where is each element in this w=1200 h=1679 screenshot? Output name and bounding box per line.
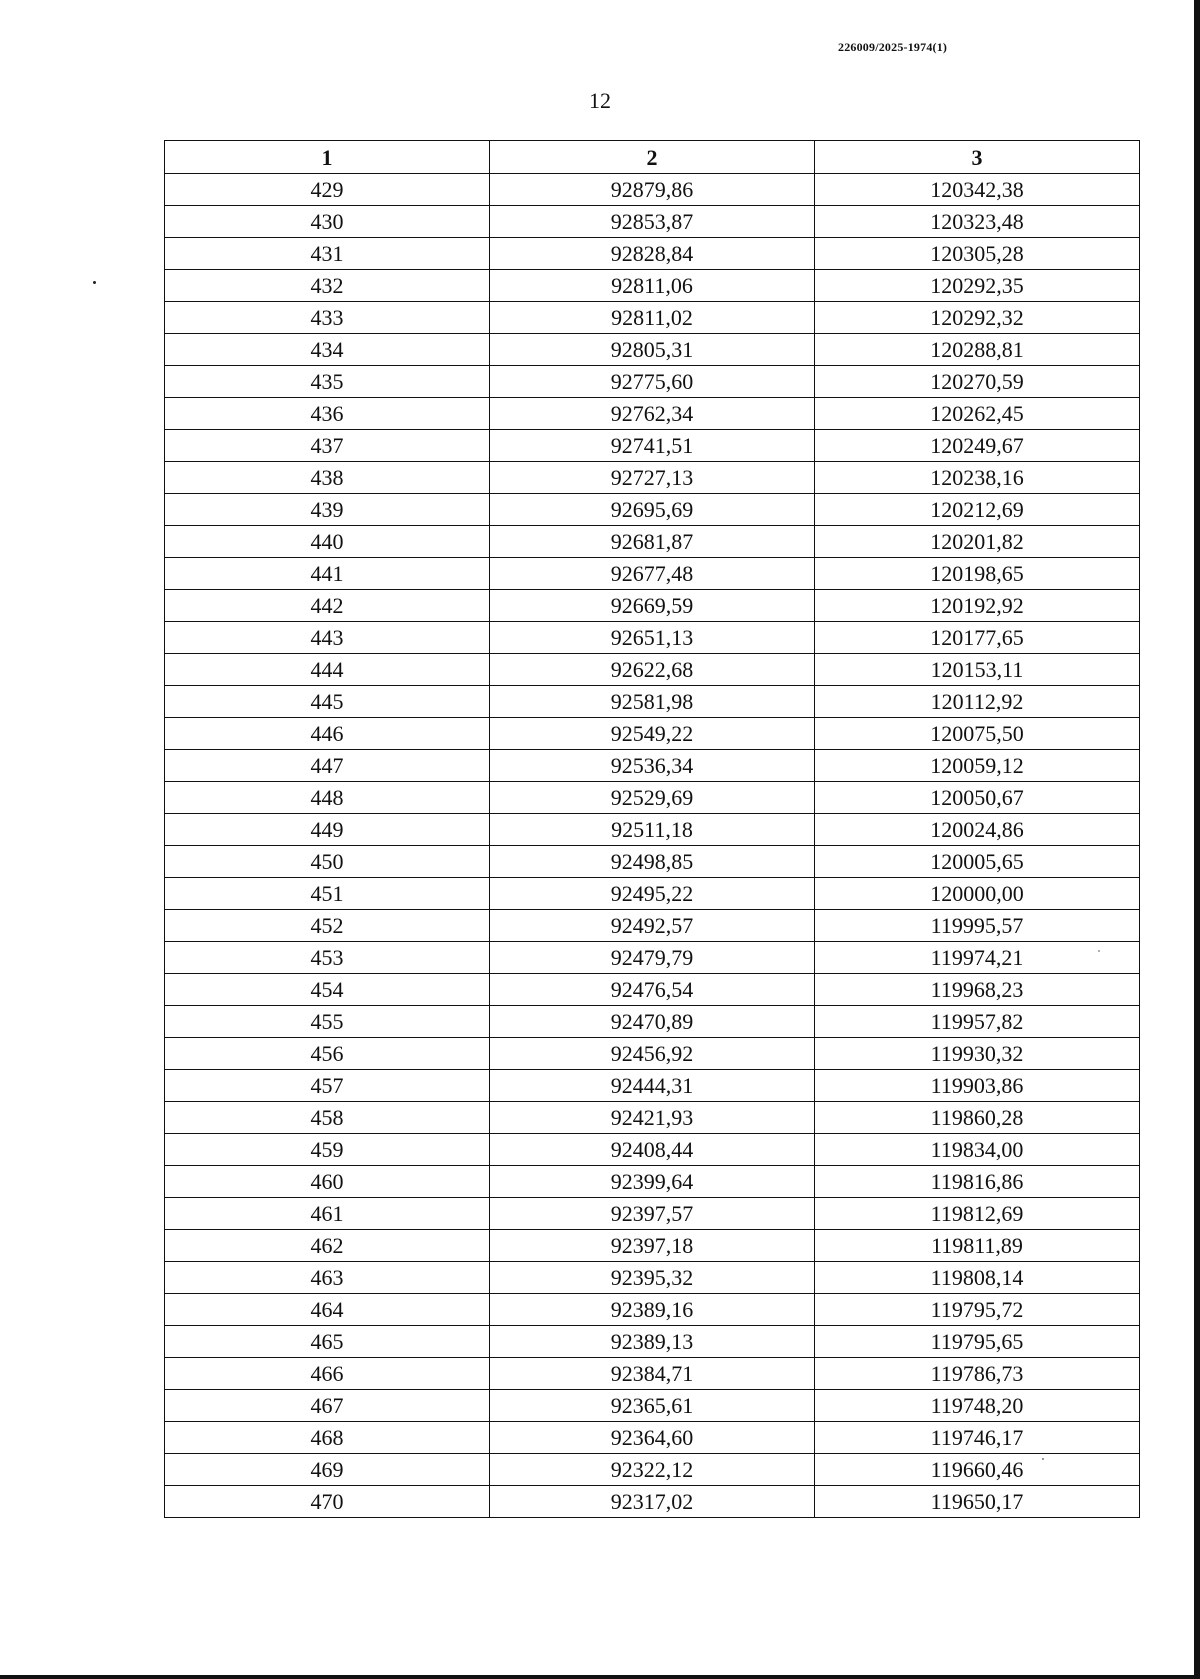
table-row bbox=[165, 238, 1140, 270]
point-number-cell: 437 bbox=[165, 430, 490, 462]
y-coordinate-cell: 119968,23 bbox=[815, 974, 1140, 1006]
table-row bbox=[165, 846, 1140, 878]
x-coordinate-cell: 92669,59 bbox=[490, 590, 815, 622]
y-coordinate-cell: 119808,14 bbox=[815, 1262, 1140, 1294]
y-coordinate-cell: 120177,65 bbox=[815, 622, 1140, 654]
point-number-cell: 434 bbox=[165, 334, 490, 366]
document-id: 226009/2025-1974(1) bbox=[838, 40, 948, 54]
point-number-cell: 441 bbox=[165, 558, 490, 590]
table-row bbox=[165, 334, 1140, 366]
point-number-cell: 433 bbox=[165, 302, 490, 334]
table-row bbox=[165, 1070, 1140, 1102]
y-coordinate-cell: 120292,35 bbox=[815, 270, 1140, 302]
x-coordinate-cell: 92727,13 bbox=[490, 462, 815, 494]
x-coordinate-cell: 92775,60 bbox=[490, 366, 815, 398]
table-row bbox=[165, 910, 1140, 942]
point-number-cell: 464 bbox=[165, 1294, 490, 1326]
x-coordinate-cell: 92805,31 bbox=[490, 334, 815, 366]
table-row bbox=[165, 1454, 1140, 1486]
column-header: 2 bbox=[490, 141, 815, 174]
x-coordinate-cell: 92364,60 bbox=[490, 1422, 815, 1454]
table-row bbox=[165, 1230, 1140, 1262]
y-coordinate-cell: 119834,00 bbox=[815, 1134, 1140, 1166]
x-coordinate-cell: 92365,61 bbox=[490, 1390, 815, 1422]
y-coordinate-cell: 119860,28 bbox=[815, 1102, 1140, 1134]
table-row bbox=[165, 974, 1140, 1006]
y-coordinate-cell: 120000,00 bbox=[815, 878, 1140, 910]
y-coordinate-cell: 119811,89 bbox=[815, 1230, 1140, 1262]
point-number-cell: 460 bbox=[165, 1166, 490, 1198]
point-number-cell: 448 bbox=[165, 782, 490, 814]
point-number-cell: 439 bbox=[165, 494, 490, 526]
point-number-cell: 442 bbox=[165, 590, 490, 622]
point-number-cell: 467 bbox=[165, 1390, 490, 1422]
table-row bbox=[165, 1422, 1140, 1454]
coordinates-table bbox=[164, 140, 1140, 1518]
y-coordinate-cell: 119748,20 bbox=[815, 1390, 1140, 1422]
point-number-cell: 470 bbox=[165, 1486, 490, 1518]
point-number-cell: 447 bbox=[165, 750, 490, 782]
point-number-cell: 459 bbox=[165, 1134, 490, 1166]
x-coordinate-cell: 92456,92 bbox=[490, 1038, 815, 1070]
y-coordinate-cell: 119816,86 bbox=[815, 1166, 1140, 1198]
x-coordinate-cell: 92498,85 bbox=[490, 846, 815, 878]
x-coordinate-cell: 92581,98 bbox=[490, 686, 815, 718]
x-coordinate-cell: 92317,02 bbox=[490, 1486, 815, 1518]
table-row bbox=[165, 1198, 1140, 1230]
y-coordinate-cell: 120112,92 bbox=[815, 686, 1140, 718]
x-coordinate-cell: 92529,69 bbox=[490, 782, 815, 814]
y-coordinate-cell: 120198,65 bbox=[815, 558, 1140, 590]
y-coordinate-cell: 120323,48 bbox=[815, 206, 1140, 238]
point-number-cell: 445 bbox=[165, 686, 490, 718]
x-coordinate-cell: 92811,02 bbox=[490, 302, 815, 334]
x-coordinate-cell: 92389,16 bbox=[490, 1294, 815, 1326]
table-row bbox=[165, 302, 1140, 334]
point-number-cell: 465 bbox=[165, 1326, 490, 1358]
y-coordinate-cell: 120153,11 bbox=[815, 654, 1140, 686]
table-row bbox=[165, 1390, 1140, 1422]
point-number-cell: 468 bbox=[165, 1422, 490, 1454]
x-coordinate-cell: 92408,44 bbox=[490, 1134, 815, 1166]
table-row bbox=[165, 526, 1140, 558]
point-number-cell: 452 bbox=[165, 910, 490, 942]
y-coordinate-cell: 120342,38 bbox=[815, 174, 1140, 206]
point-number-cell: 451 bbox=[165, 878, 490, 910]
table-header-row bbox=[165, 141, 1140, 174]
y-coordinate-cell: 119903,86 bbox=[815, 1070, 1140, 1102]
table-row bbox=[165, 1102, 1140, 1134]
y-coordinate-cell: 119650,17 bbox=[815, 1486, 1140, 1518]
x-coordinate-cell: 92384,71 bbox=[490, 1358, 815, 1390]
x-coordinate-cell: 92479,79 bbox=[490, 942, 815, 974]
y-coordinate-cell: 120288,81 bbox=[815, 334, 1140, 366]
point-number-cell: 444 bbox=[165, 654, 490, 686]
table-row bbox=[165, 814, 1140, 846]
y-coordinate-cell: 119795,72 bbox=[815, 1294, 1140, 1326]
point-number-cell: 455 bbox=[165, 1006, 490, 1038]
table-row bbox=[165, 750, 1140, 782]
table-row bbox=[165, 942, 1140, 974]
y-coordinate-cell: 120212,69 bbox=[815, 494, 1140, 526]
table-row bbox=[165, 686, 1140, 718]
point-number-cell: 469 bbox=[165, 1454, 490, 1486]
point-number-cell: 457 bbox=[165, 1070, 490, 1102]
table-row bbox=[165, 462, 1140, 494]
x-coordinate-cell: 92549,22 bbox=[490, 718, 815, 750]
y-coordinate-cell: 119974,21 bbox=[815, 942, 1140, 974]
table-body bbox=[165, 174, 1140, 1518]
x-coordinate-cell: 92444,31 bbox=[490, 1070, 815, 1102]
x-coordinate-cell: 92399,64 bbox=[490, 1166, 815, 1198]
x-coordinate-cell: 92811,06 bbox=[490, 270, 815, 302]
point-number-cell: 466 bbox=[165, 1358, 490, 1390]
y-coordinate-cell: 120050,67 bbox=[815, 782, 1140, 814]
x-coordinate-cell: 92879,86 bbox=[490, 174, 815, 206]
y-coordinate-cell: 120075,50 bbox=[815, 718, 1140, 750]
point-number-cell: 430 bbox=[165, 206, 490, 238]
table-row bbox=[165, 1358, 1140, 1390]
y-coordinate-cell: 119812,69 bbox=[815, 1198, 1140, 1230]
point-number-cell: 463 bbox=[165, 1262, 490, 1294]
table-row bbox=[165, 366, 1140, 398]
table-row bbox=[165, 782, 1140, 814]
y-coordinate-cell: 119930,32 bbox=[815, 1038, 1140, 1070]
x-coordinate-cell: 92397,57 bbox=[490, 1198, 815, 1230]
table-row bbox=[165, 1294, 1140, 1326]
point-number-cell: 431 bbox=[165, 238, 490, 270]
point-number-cell: 450 bbox=[165, 846, 490, 878]
table-row bbox=[165, 1038, 1140, 1070]
y-coordinate-cell: 120238,16 bbox=[815, 462, 1140, 494]
x-coordinate-cell: 92395,32 bbox=[490, 1262, 815, 1294]
point-number-cell: 449 bbox=[165, 814, 490, 846]
point-number-cell: 429 bbox=[165, 174, 490, 206]
table-row bbox=[165, 878, 1140, 910]
x-coordinate-cell: 92421,93 bbox=[490, 1102, 815, 1134]
y-coordinate-cell: 119746,17 bbox=[815, 1422, 1140, 1454]
table-row bbox=[165, 206, 1140, 238]
y-coordinate-cell: 120292,32 bbox=[815, 302, 1140, 334]
x-coordinate-cell: 92492,57 bbox=[490, 910, 815, 942]
y-coordinate-cell: 120249,67 bbox=[815, 430, 1140, 462]
y-coordinate-cell: 120201,82 bbox=[815, 526, 1140, 558]
y-coordinate-cell: 119786,73 bbox=[815, 1358, 1140, 1390]
table-row bbox=[165, 174, 1140, 206]
point-number-cell: 462 bbox=[165, 1230, 490, 1262]
x-coordinate-cell: 92677,48 bbox=[490, 558, 815, 590]
y-coordinate-cell: 120005,65 bbox=[815, 846, 1140, 878]
scan-speck bbox=[93, 281, 96, 284]
point-number-cell: 446 bbox=[165, 718, 490, 750]
point-number-cell: 438 bbox=[165, 462, 490, 494]
scan-page-edge-bottom bbox=[0, 1675, 1200, 1679]
y-coordinate-cell: 120192,92 bbox=[815, 590, 1140, 622]
x-coordinate-cell: 92322,12 bbox=[490, 1454, 815, 1486]
x-coordinate-cell: 92853,87 bbox=[490, 206, 815, 238]
y-coordinate-cell: 119995,57 bbox=[815, 910, 1140, 942]
y-coordinate-cell: 119957,82 bbox=[815, 1006, 1140, 1038]
point-number-cell: 435 bbox=[165, 366, 490, 398]
table-row bbox=[165, 1486, 1140, 1518]
point-number-cell: 443 bbox=[165, 622, 490, 654]
table-row bbox=[165, 1326, 1140, 1358]
point-number-cell: 436 bbox=[165, 398, 490, 430]
table-row bbox=[165, 622, 1140, 654]
table-row bbox=[165, 558, 1140, 590]
point-number-cell: 456 bbox=[165, 1038, 490, 1070]
table-row bbox=[165, 430, 1140, 462]
table-row bbox=[165, 494, 1140, 526]
x-coordinate-cell: 92476,54 bbox=[490, 974, 815, 1006]
y-coordinate-cell: 119795,65 bbox=[815, 1326, 1140, 1358]
x-coordinate-cell: 92762,34 bbox=[490, 398, 815, 430]
column-header: 1 bbox=[165, 141, 490, 174]
x-coordinate-cell: 92495,22 bbox=[490, 878, 815, 910]
point-number-cell: 458 bbox=[165, 1102, 490, 1134]
y-coordinate-cell: 120262,45 bbox=[815, 398, 1140, 430]
point-number-cell: 453 bbox=[165, 942, 490, 974]
x-coordinate-cell: 92651,13 bbox=[490, 622, 815, 654]
y-coordinate-cell: 120059,12 bbox=[815, 750, 1140, 782]
scan-page-edge-right bbox=[1194, 0, 1200, 1679]
point-number-cell: 454 bbox=[165, 974, 490, 1006]
table-row bbox=[165, 270, 1140, 302]
table-row bbox=[165, 654, 1140, 686]
y-coordinate-cell: 120024,86 bbox=[815, 814, 1140, 846]
y-coordinate-cell: 120270,59 bbox=[815, 366, 1140, 398]
x-coordinate-cell: 92828,84 bbox=[490, 238, 815, 270]
x-coordinate-cell: 92389,13 bbox=[490, 1326, 815, 1358]
point-number-cell: 432 bbox=[165, 270, 490, 302]
x-coordinate-cell: 92511,18 bbox=[490, 814, 815, 846]
table-row bbox=[165, 1134, 1140, 1166]
table-row bbox=[165, 718, 1140, 750]
table-row bbox=[165, 398, 1140, 430]
point-number-cell: 440 bbox=[165, 526, 490, 558]
column-header: 3 bbox=[815, 141, 1140, 174]
table-row bbox=[165, 590, 1140, 622]
point-number-cell: 461 bbox=[165, 1198, 490, 1230]
x-coordinate-cell: 92470,89 bbox=[490, 1006, 815, 1038]
x-coordinate-cell: 92695,69 bbox=[490, 494, 815, 526]
x-coordinate-cell: 92622,68 bbox=[490, 654, 815, 686]
y-coordinate-cell: 119660,46 bbox=[815, 1454, 1140, 1486]
table-row bbox=[165, 1006, 1140, 1038]
table-row bbox=[165, 1262, 1140, 1294]
page-number: 12 bbox=[589, 88, 611, 113]
y-coordinate-cell: 120305,28 bbox=[815, 238, 1140, 270]
x-coordinate-cell: 92397,18 bbox=[490, 1230, 815, 1262]
table-row bbox=[165, 1166, 1140, 1198]
x-coordinate-cell: 92741,51 bbox=[490, 430, 815, 462]
x-coordinate-cell: 92536,34 bbox=[490, 750, 815, 782]
x-coordinate-cell: 92681,87 bbox=[490, 526, 815, 558]
